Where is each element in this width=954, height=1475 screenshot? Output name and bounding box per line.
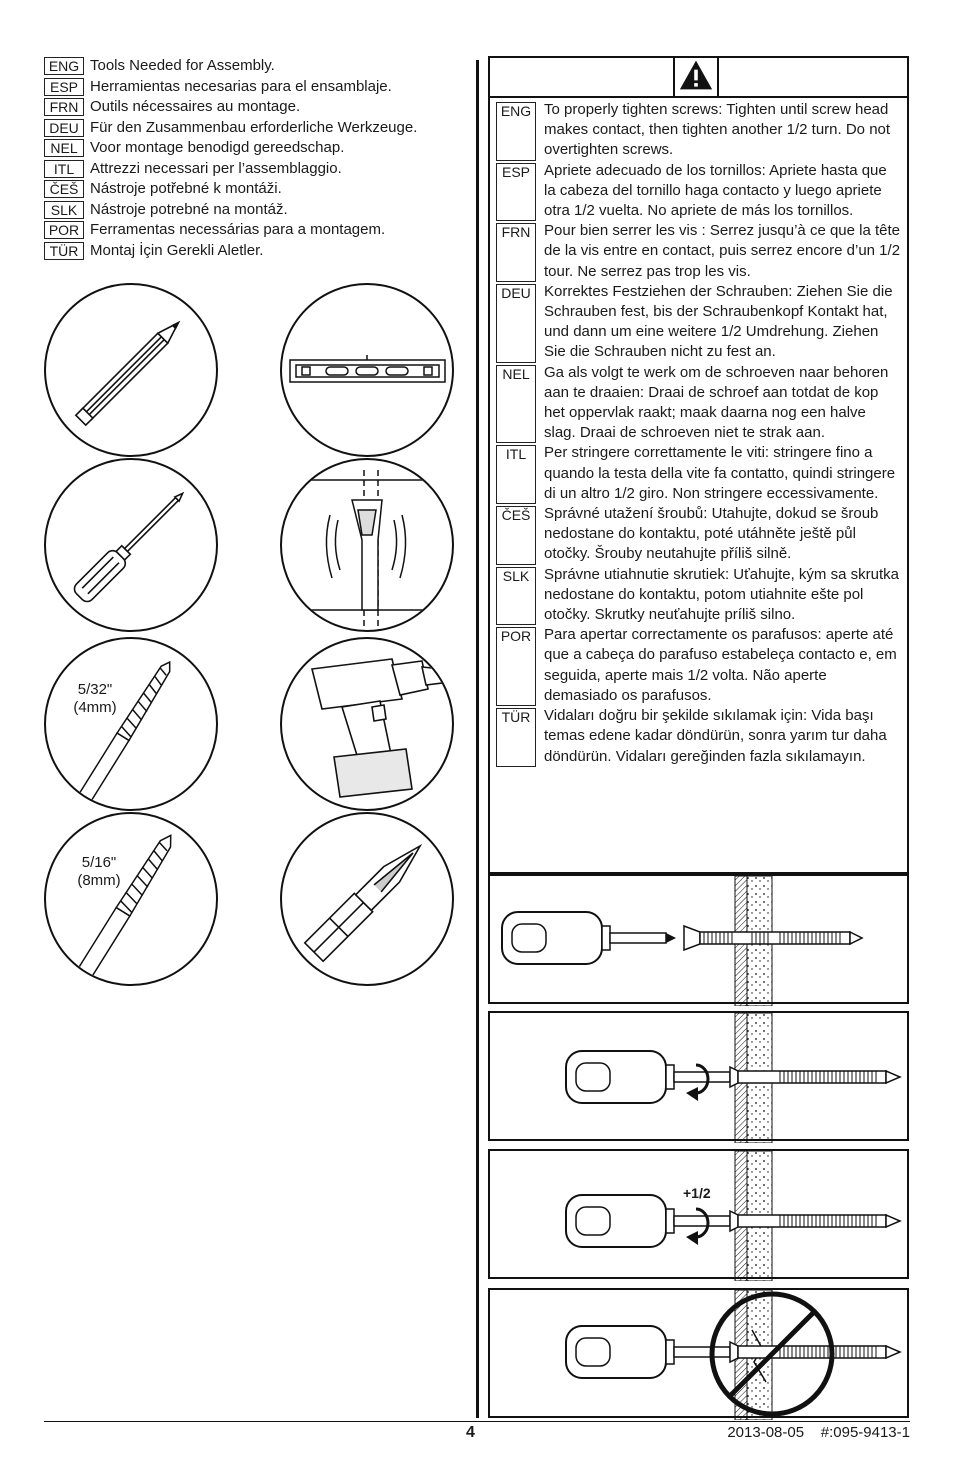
footer-rule [44, 1421, 910, 1422]
step-4-overtighten-prohibited [488, 1288, 909, 1418]
step-3-half-turn [488, 1149, 909, 1279]
tools-needed-text: Tools Needed for Assembly. [90, 57, 275, 74]
language-tag: DEU [496, 284, 536, 363]
warning-icon [677, 58, 715, 92]
tools-needed-row [44, 119, 464, 140]
warning-text: To properly tighten screws: Tighten until screw head makes contact, then tighten another 1/2 turn. Do not overtighten screws. [544, 101, 891, 159]
warning-text-panel [488, 96, 909, 874]
tools-needed-row [44, 98, 464, 119]
tools-needed-text: Herramientas necesarias para el ensamblaje. [90, 77, 392, 95]
language-tag: ENG [44, 57, 84, 75]
warning-row [490, 221, 907, 282]
drill-bit-small-illustration [44, 637, 218, 811]
language-tag: ČEŠ [496, 506, 536, 565]
tools-needed-row [44, 201, 464, 222]
warning-row [490, 625, 907, 706]
warning-text: Ga als volgt te werk om de schroeven naar behoren aan te draaien: Draai de schroef aan totdat de kop het oppervlak raakt; maak daarna nog een halve slag. Draai de schroeven niet te strak aan. [544, 363, 889, 442]
language-tag: FRN [44, 98, 84, 116]
level-illustration [280, 283, 454, 457]
half-turn-diagram [490, 1151, 911, 1281]
step-2-screw-contact [488, 1011, 909, 1141]
language-tag: NEL [496, 365, 536, 444]
drill-bit-icon [46, 814, 216, 984]
screw-contact-diagram [490, 1013, 911, 1143]
warning-text: Korrektes Festziehen der Schrauben: Ziehen Sie die Schrauben fest, bis der Schraubenkopf Kontakt hat, und dann um eine weitere 1/2 Umdrehung. Ziehen Sie die Schrauben nicht zu fest an. [544, 282, 893, 361]
language-tag: ČEŠ [44, 180, 84, 198]
tools-needed-row [44, 139, 464, 160]
drill-bit-large-size: 5/16" (8mm) [77, 854, 121, 889]
power-drill-icon [282, 639, 452, 809]
warning-text: Para apertar correctamente os parafusos: aperte até que a cabeça do parafuso estabeleça contacto e, em seguida, aperte mais 1/2 volta. Não aperte demasiado os parafusos. [544, 626, 897, 704]
step-1-screw-insert [488, 874, 909, 1004]
language-tag: SLK [44, 201, 84, 219]
drill-bit-icon [46, 639, 216, 809]
stud-finder-illustration [280, 458, 454, 632]
level-icon [282, 285, 452, 455]
tools-needed-text: Montaj İçin Gerekli Aletler. [90, 241, 264, 259]
warning-row [490, 706, 907, 767]
pencil-illustration [44, 283, 218, 457]
pencil-icon [46, 285, 216, 455]
column-divider [476, 60, 479, 1418]
screw-insert-diagram [490, 876, 911, 1006]
tools-needed-text: Nástroje potrebné na montáž. [90, 200, 288, 218]
language-tag: ESP [44, 78, 84, 96]
stud-finder-icon [282, 460, 452, 630]
language-tag: NEL [44, 139, 84, 157]
warning-text: Správné utažení šroubů: Utahujte, dokud se šroub nedostane do kontaktu, poté utáhněte ještě půl otočky. Šrouby neutahujte příliš silně. [544, 505, 879, 563]
language-tag: POR [44, 221, 84, 239]
language-tag: FRN [496, 223, 536, 282]
warning-text: Apriete adecuado de los tornillos: Apriete hasta que la cabeza del tornillo haga contacto y luego apriete otra 1/2 vuelta. No apriete de más los tornillos. [544, 161, 887, 220]
screwdriver-icon [46, 460, 216, 630]
phillips-bit-illustration [280, 812, 454, 986]
warning-text: Správne utiahnutie skrutiek: Uťahujte, kým sa skrutka nedostane do kontaktu, potom utiahnite ešte pol otočky. Skrutky neuťahujte príliš silno. [544, 565, 899, 624]
language-tag: DEU [44, 119, 84, 137]
warning-text: Per stringere correttamente le viti: stringere fino a quando la testa della vite fa contatto, quindi stringere di un altro 1/2 giro. Non stringere eccessivamente. [544, 444, 896, 502]
tools-needed-text: Nástroje potřebné k montáži. [90, 180, 282, 197]
tools-needed-row [44, 180, 464, 201]
overtighten-diagram [490, 1290, 911, 1420]
drill-bit-small-size: 5/32" (4mm) [73, 681, 117, 716]
footer-info [727, 1424, 910, 1441]
tools-needed-row [44, 160, 464, 181]
tools-needed-row [44, 57, 464, 78]
warning-row [490, 565, 907, 626]
warning-row [490, 161, 907, 222]
tools-needed-text: Voor montage benodigd gereedschap. [90, 139, 345, 156]
half-turn-label: +1/2 [683, 1185, 711, 1201]
screwdriver-illustration [44, 458, 218, 632]
tools-needed-text: Ferramentas necessárias para a montagem. [90, 221, 386, 238]
warning-row [490, 363, 907, 444]
footer-date: 2013-08-05 [727, 1424, 805, 1441]
tools-needed-text: Für den Zusammenbau erforderliche Werkzeuge. [90, 118, 418, 136]
warning-row [490, 282, 907, 363]
warning-icon-box [673, 56, 719, 98]
language-tag: POR [496, 627, 536, 706]
warning-row [490, 443, 907, 504]
tools-needed-row [44, 242, 464, 263]
warning-text: Vidaları doğru bir şekilde sıkılamak için: Vida başı temas edene kadar döndürün, sonra yarım tur daha döndürün. Vidaları gereğinden fazla sıkılamayın. [544, 707, 887, 765]
page-number: 4 [466, 1424, 475, 1441]
language-tag: TÜR [496, 708, 536, 767]
tools-needed-text: Attrezzi necessari per l’assemblaggio. [90, 159, 342, 177]
language-tag: ITL [44, 160, 84, 178]
tools-needed-text: Outils nécessaires au montage. [90, 98, 301, 115]
tools-needed-list [44, 57, 464, 262]
warning-text: Pour bien serrer les vis : Serrez jusqu’à ce que la tête de la vis entre en contact, puis serrez encore d’un 1/2 tour. Ne serrez pas trop les vis. [544, 222, 901, 280]
drill-bit-large-illustration [44, 812, 218, 986]
tools-needed-row [44, 221, 464, 242]
tools-needed-row [44, 78, 464, 99]
phillips-bit-icon [282, 814, 452, 984]
language-tag: TÜR [44, 242, 84, 260]
warning-row [490, 100, 907, 161]
language-tag: ENG [496, 102, 536, 161]
warning-row [490, 504, 907, 565]
footer-part-number: #:095-9413-1 [820, 1424, 910, 1441]
language-tag: SLK [496, 567, 536, 626]
power-drill-illustration [280, 637, 454, 811]
language-tag: ESP [496, 163, 536, 222]
language-tag: ITL [496, 445, 536, 504]
